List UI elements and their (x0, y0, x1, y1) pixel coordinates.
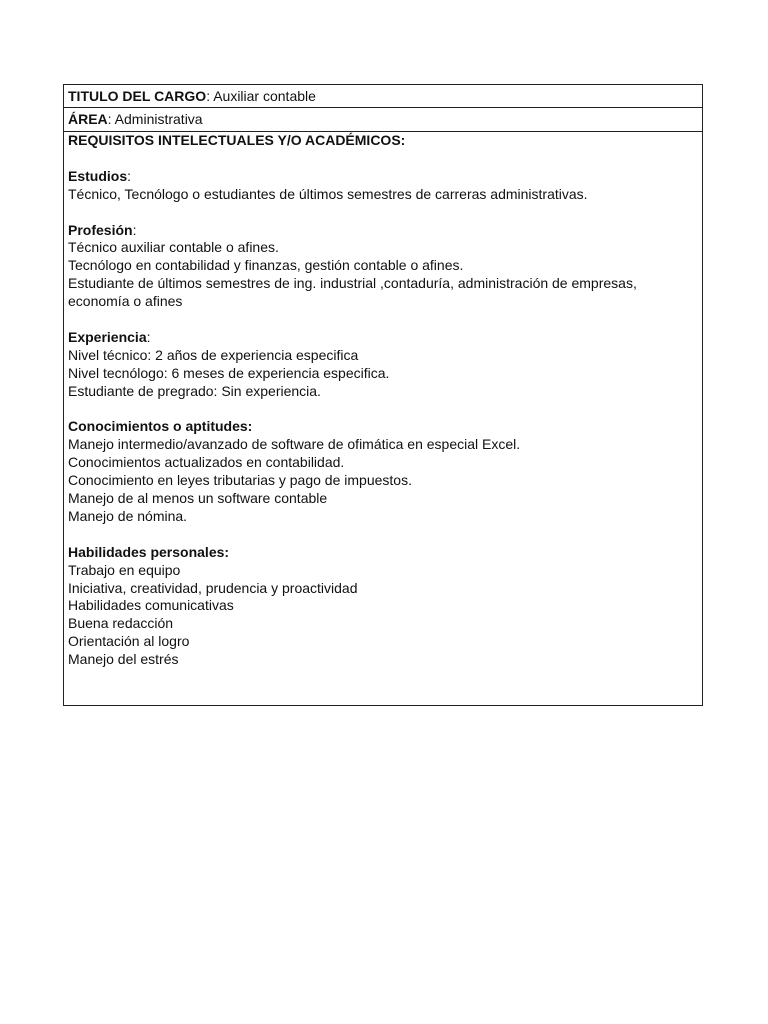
area-row (64, 108, 702, 132)
habilidades-line: Habilidades comunicativas (68, 597, 234, 614)
area-label: ÁREA (68, 111, 108, 127)
estudios-suffix: : (127, 167, 132, 184)
conocimientos-line: Manejo de al menos un software contable (68, 490, 328, 507)
job-title-value: : Auxiliar contable (206, 88, 316, 104)
estudios-line: Técnico, Tecnólogo o estudiantes de últimos semestres de carreras administrativas. (68, 185, 588, 202)
profesion-label: Profesión (68, 221, 133, 238)
habilidades-line: Buena redacción (68, 615, 174, 632)
experiencia-line: Nivel tecnólogo: 6 meses de experiencia especifica. (68, 364, 390, 381)
experiencia-heading (68, 329, 698, 347)
conocimientos-line: Conocimiento en leyes tributarias y pago de impuestos. (68, 472, 412, 489)
requirements-heading: REQUISITOS INTELECTUALES Y/O ACADÉMICOS: (68, 132, 406, 148)
habilidades-line: Trabajo en equipo (68, 561, 181, 578)
habilidades-label: Habilidades personales: (68, 543, 230, 560)
requirements-section (64, 132, 702, 705)
experiencia-suffix: : (146, 328, 151, 345)
conocimientos-line: Manejo de nómina. (68, 507, 188, 524)
experiencia-label: Experiencia (68, 328, 147, 345)
area-value: : Administrativa (107, 111, 203, 127)
conocimientos-line: Conocimientos actualizados en contabilidad. (68, 454, 345, 471)
estudios-heading (68, 168, 698, 186)
job-description-table (63, 84, 703, 706)
experiencia-line: Estudiante de pregrado: Sin experiencia. (68, 382, 321, 399)
profesion-suffix: : (132, 221, 137, 238)
conocimientos-line: Manejo intermedio/avanzado de software de ofimática en especial Excel. (68, 436, 521, 453)
job-title-row (64, 85, 702, 108)
conocimientos-label: Conocimientos o aptitudes: (68, 418, 253, 435)
job-title-label: TITULO DEL CARGO (68, 88, 207, 104)
experiencia-line: Nivel técnico: 2 años de experiencia especifica (68, 346, 359, 363)
profesion-line: Tecnólogo en contabilidad y finanzas, gestión contable o afines. (68, 257, 464, 274)
profesion-heading (68, 222, 698, 240)
estudios-label: Estudios (68, 167, 128, 184)
habilidades-line: Manejo del estrés (68, 651, 179, 668)
profesion-line: Estudiante de últimos semestres de ing. industrial ,contaduría, administración de empresas, economía o afines (68, 275, 637, 310)
habilidades-line: Orientación al logro (68, 633, 190, 650)
habilidades-line: Iniciativa, creatividad, prudencia y proactividad (68, 579, 358, 596)
profesion-line: Técnico auxiliar contable o afines. (68, 239, 279, 256)
